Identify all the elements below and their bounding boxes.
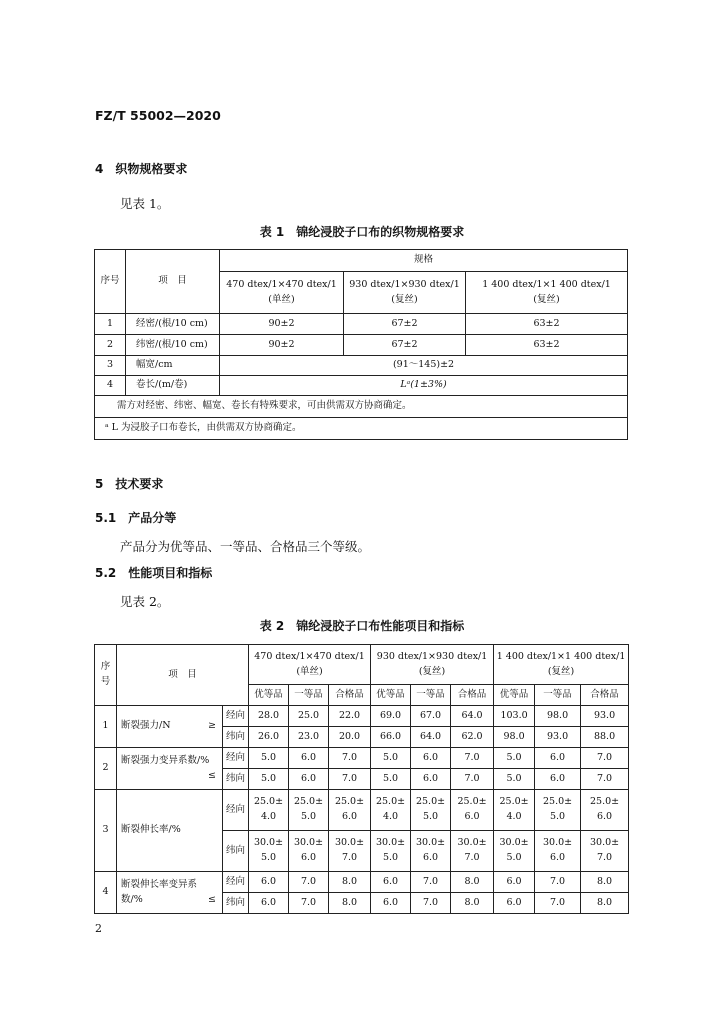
table-row [95, 356, 628, 376]
table-1-footnote: ᵃ L 为浸胶子口布卷长，由供需双方协商确定。 [95, 418, 628, 440]
cell-value: 7.0 [451, 769, 494, 790]
row-item [117, 706, 223, 748]
cell-value: 6.0 [411, 748, 451, 769]
cell-value: 67±2 [344, 335, 466, 356]
cell-value: 62.0 [451, 727, 494, 748]
cell-value: 88.0 [581, 727, 629, 748]
grade-header: 一等品 [411, 685, 451, 706]
cell-value-line: 30.0± [457, 837, 487, 849]
section-5-1-title: 5.1 产品分等 [95, 511, 177, 525]
cell-value: 6.0 [289, 748, 329, 769]
section-5-title: 5 技术要求 [95, 477, 164, 491]
cell-value-line: 25.0± [415, 796, 446, 808]
cell-value [329, 790, 371, 831]
cell-value: 22.0 [329, 706, 371, 727]
table-row [95, 790, 629, 831]
row-item: 纬密/(根/10 cm) [126, 335, 220, 356]
cell-value: 66.0 [371, 727, 411, 748]
cell-value-line: 5.0 [506, 852, 522, 863]
cell-value-line: 7.0 [464, 852, 480, 863]
table-2-caption: 表 2 锦纶浸胶子口布性能项目和指标 [259, 619, 465, 633]
cell-value-line: 30.0± [542, 837, 573, 849]
cell-value: 7.0 [329, 748, 371, 769]
table-row [95, 872, 629, 893]
cell-value: 8.0 [581, 893, 629, 914]
row-number: 4 [95, 376, 126, 396]
cell-value: 5.0 [371, 769, 411, 790]
cell-value: 64.0 [411, 727, 451, 748]
cell-value-line: 6.0 [464, 811, 480, 822]
cell-value [371, 831, 411, 872]
table-1-spec-2: 930 dtex/1×930 dtex/1 (复丝) [344, 272, 466, 314]
row-number: 1 [95, 314, 126, 335]
cell-value [411, 790, 451, 831]
row-number: 3 [95, 790, 117, 872]
cell-value [494, 831, 535, 872]
cell-value: 6.0 [494, 872, 535, 893]
cell-value: 93.0 [581, 706, 629, 727]
table-row [95, 376, 628, 396]
row-item-text: 断裂强力/N [121, 720, 171, 732]
cell-value-line: 5.0 [382, 852, 399, 863]
cell-value-line: 30.0± [589, 837, 620, 849]
cell-value [581, 831, 629, 872]
table-1 [94, 249, 628, 440]
comparison-sign: ≤ [208, 893, 216, 905]
direction-label: 纬向 [223, 893, 249, 914]
cell-value: 28.0 [249, 706, 289, 727]
table-row [95, 314, 628, 335]
cell-value: 7.0 [581, 748, 629, 769]
row-item-text: 断裂强力变异系数/% [121, 754, 210, 766]
cell-value: Lᵃ(1±3%) [220, 376, 628, 396]
cell-value-line: 5.0 [549, 811, 566, 822]
cell-value: 7.0 [411, 893, 451, 914]
cell-value-line: 25.0± [375, 796, 406, 808]
section-4-text: 见表 1。 [120, 196, 170, 211]
cell-value: 6.0 [371, 872, 411, 893]
cell-value-line: 7.0 [596, 852, 613, 863]
table-1-caption: 表 1 锦纶浸胶子口布的织物规格要求 [259, 225, 465, 239]
cell-value [494, 790, 535, 831]
cell-value-line: 5.0 [260, 852, 277, 863]
cell-value: 23.0 [289, 727, 329, 748]
grade-header: 合格品 [451, 685, 494, 706]
cell-value: 5.0 [249, 769, 289, 790]
row-item [117, 748, 223, 790]
cell-value: 7.0 [535, 872, 581, 893]
row-item [117, 790, 223, 872]
comparison-sign: ≥ [208, 720, 216, 732]
table-2-group-3: 1 400 dtex/1×1 400 dtex/1 (复丝) [494, 645, 629, 685]
cell-value-line: 6.0 [596, 811, 613, 822]
cell-value: 6.0 [289, 769, 329, 790]
cell-value-line: 30.0± [334, 837, 365, 849]
cell-value-line: 4.0 [506, 811, 522, 822]
cell-value: 69.0 [371, 706, 411, 727]
cell-value: 5.0 [249, 748, 289, 769]
cell-value: 90±2 [220, 335, 344, 356]
page-number: 2 [95, 922, 102, 935]
cell-value-line: 30.0± [415, 837, 446, 849]
cell-value: 6.0 [535, 748, 581, 769]
cell-value: 7.0 [289, 893, 329, 914]
cell-value-line: 25.0± [542, 796, 573, 808]
document-code: FZ/T 55002—2020 [95, 108, 221, 123]
grade-header: 一等品 [289, 685, 329, 706]
section-4-title: 4 织物规格要求 [95, 162, 188, 176]
direction-label: 经向 [223, 872, 249, 893]
cell-value-line: 25.0± [293, 796, 324, 808]
table-2-header-seq: 序号 [95, 645, 117, 706]
cell-value: 5.0 [371, 748, 411, 769]
cell-value: 98.0 [535, 706, 581, 727]
section-5-2-title: 5.2 性能项目和指标 [95, 566, 213, 580]
cell-value-line: 6.0 [341, 811, 358, 822]
cell-value-line: 30.0± [253, 837, 284, 849]
cell-value [535, 831, 581, 872]
cell-value-line: 25.0± [457, 796, 487, 808]
cell-value: 8.0 [451, 893, 494, 914]
cell-value [289, 790, 329, 831]
cell-value: 64.0 [451, 706, 494, 727]
cell-value: 7.0 [451, 748, 494, 769]
cell-value-line: 4.0 [382, 811, 399, 822]
cell-value [451, 831, 494, 872]
cell-value: 6.0 [249, 872, 289, 893]
cell-value: 63±2 [466, 314, 628, 335]
row-item: 卷长/(m/卷) [126, 376, 220, 396]
table-2-header-item: 项 目 [117, 645, 249, 706]
cell-value: 98.0 [494, 727, 535, 748]
cell-value: 6.0 [494, 893, 535, 914]
cell-value [411, 831, 451, 872]
cell-value: 25.0 [289, 706, 329, 727]
comparison-sign: ≤ [208, 769, 216, 781]
grade-header: 优等品 [371, 685, 411, 706]
cell-value: 8.0 [329, 872, 371, 893]
cell-value [451, 790, 494, 831]
cell-value: 7.0 [289, 872, 329, 893]
row-item: 幅宽/cm [126, 356, 220, 376]
direction-label: 经向 [223, 706, 249, 727]
direction-label: 纬向 [223, 727, 249, 748]
cell-value-line: 6.0 [300, 852, 317, 863]
table-1-header-item: 项 目 [126, 250, 220, 314]
cell-value: 67±2 [344, 314, 466, 335]
cell-value: 93.0 [535, 727, 581, 748]
cell-value: 63±2 [466, 335, 628, 356]
table-row [95, 335, 628, 356]
cell-value: 7.0 [581, 769, 629, 790]
cell-value [371, 790, 411, 831]
row-number: 2 [95, 748, 117, 790]
cell-value-line: 30.0± [375, 837, 406, 849]
cell-value: 5.0 [494, 748, 535, 769]
cell-value-line: 6.0 [422, 852, 439, 863]
cell-value-line: 6.0 [549, 852, 566, 863]
cell-value: 6.0 [535, 769, 581, 790]
section-5-2-text: 见表 2。 [120, 594, 170, 609]
row-item: 经密/(根/10 cm) [126, 314, 220, 335]
cell-value-line: 25.0± [499, 796, 529, 808]
cell-value-line: 4.0 [260, 811, 277, 822]
row-number: 2 [95, 335, 126, 356]
cell-value: 5.0 [494, 769, 535, 790]
cell-value [535, 790, 581, 831]
cell-value [249, 831, 289, 872]
cell-value: 7.0 [411, 872, 451, 893]
table-2-group-1: 470 dtex/1×470 dtex/1 (单丝) [249, 645, 371, 685]
cell-value [581, 790, 629, 831]
table-2-group-2: 930 dtex/1×930 dtex/1 (复丝) [371, 645, 494, 685]
direction-label: 纬向 [223, 769, 249, 790]
table-1-spec-1: 470 dtex/1×470 dtex/1 (单丝) [220, 272, 344, 314]
grade-header: 一等品 [535, 685, 581, 706]
cell-value: 6.0 [411, 769, 451, 790]
cell-value-line: 30.0± [293, 837, 324, 849]
cell-value: 8.0 [329, 893, 371, 914]
row-number: 3 [95, 356, 126, 376]
grade-header: 合格品 [581, 685, 629, 706]
cell-value: 103.0 [494, 706, 535, 727]
cell-value: 7.0 [329, 769, 371, 790]
row-number: 1 [95, 706, 117, 748]
cell-value: (91～145)±2 [220, 356, 628, 376]
cell-value: 6.0 [249, 893, 289, 914]
table-row [95, 706, 629, 727]
table-1-header-seq: 序号 [95, 250, 126, 314]
cell-value [249, 790, 289, 831]
direction-label: 经向 [223, 790, 249, 831]
grade-header: 优等品 [494, 685, 535, 706]
direction-label: 纬向 [223, 831, 249, 872]
table-1-spec-3: 1 400 dtex/1×1 400 dtex/1 (复丝) [466, 272, 628, 314]
cell-value: 8.0 [581, 872, 629, 893]
cell-value: 8.0 [451, 872, 494, 893]
row-item-line: 数/% [121, 893, 143, 905]
row-item-text: 断裂伸长率/% [121, 824, 181, 836]
cell-value [329, 831, 371, 872]
cell-value-line: 5.0 [300, 811, 317, 822]
cell-value-line: 25.0± [334, 796, 365, 808]
cell-value: 90±2 [220, 314, 344, 335]
row-number: 4 [95, 872, 117, 914]
grade-header: 合格品 [329, 685, 371, 706]
cell-value-line: 25.0± [253, 796, 284, 808]
cell-value [289, 831, 329, 872]
cell-value-line: 5.0 [422, 811, 439, 822]
table-row [95, 748, 629, 769]
cell-value: 6.0 [371, 893, 411, 914]
cell-value-line: 30.0± [499, 837, 529, 849]
table-1-note: 需方对经密、纬密、幅宽、卷长有特殊要求，可由供需双方协商确定。 [95, 396, 628, 418]
table-2 [94, 644, 629, 914]
cell-value: 7.0 [535, 893, 581, 914]
cell-value-line: 7.0 [341, 852, 358, 863]
table-1-header-spec: 规格 [220, 250, 628, 272]
cell-value-line: 25.0± [589, 796, 620, 808]
section-5-1-text: 产品分为优等品、一等品、合格品三个等级。 [120, 539, 371, 554]
cell-value: 20.0 [329, 727, 371, 748]
grade-header: 优等品 [249, 685, 289, 706]
cell-value: 67.0 [411, 706, 451, 727]
row-item-line: 断裂伸长率变异系 [121, 878, 198, 890]
cell-value: 26.0 [249, 727, 289, 748]
row-item [117, 872, 223, 914]
direction-label: 经向 [223, 748, 249, 769]
